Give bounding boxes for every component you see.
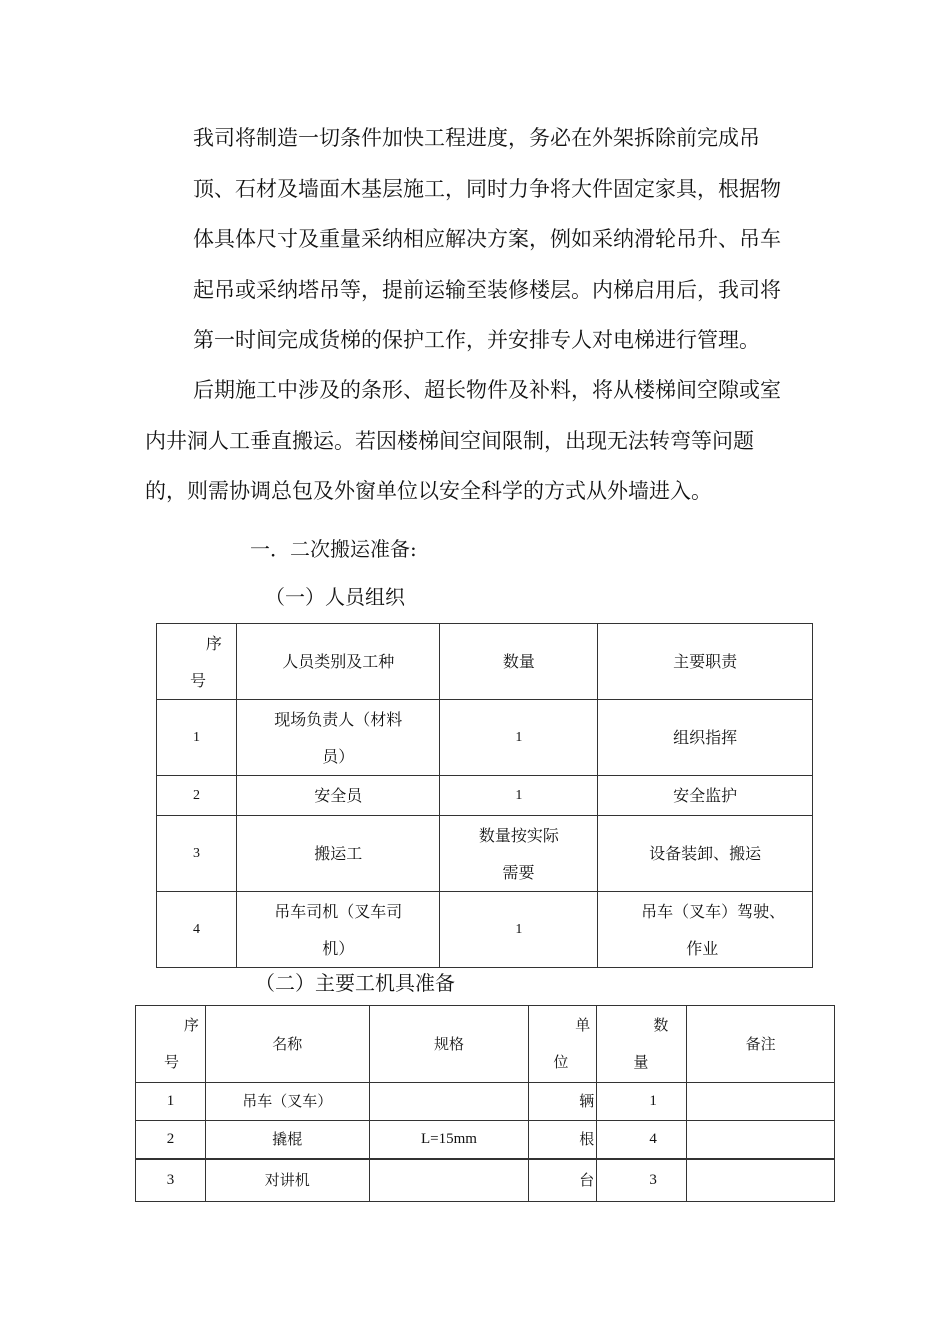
cell-note [687,1083,835,1121]
paragraph-line: 的，则需协调总包及外窗单位以安全科学的方式从外墙进入。 [145,479,712,503]
cell-name: 吊车（叉车） [205,1083,369,1121]
tools-table-title: （二）主要工机具准备 [255,971,455,995]
table-header-row [136,1006,835,1083]
cell-category [236,700,440,776]
header-unit-top: 单 [575,1016,591,1034]
paragraph-line: 我司将制造一切条件加快工程进度，务必在外架拆除前完成吊 [193,126,760,150]
cell-category [236,892,440,968]
cell-seq: 4 [157,892,237,968]
cell-seq: 3 [136,1159,206,1201]
cell-category: 安全员 [236,776,440,816]
cell-seq: 3 [157,816,237,892]
header-seq-bottom: 号 [190,670,207,690]
cell-seq: 1 [136,1083,206,1121]
header-seq [157,624,237,700]
header-qty-top: 数 [653,1016,669,1034]
header-unit [529,1006,597,1083]
cell-qty: 1 [440,892,598,968]
cell-seq: 2 [136,1121,206,1160]
cell-duty [598,892,813,968]
header-name: 名称 [205,1006,369,1083]
cell-category: 搬运工 [236,816,440,892]
cell-unit: 根 [529,1121,597,1160]
table-row [136,1159,835,1201]
cell-unit: 辆 [529,1083,597,1121]
cell-name: 撬棍 [205,1121,369,1160]
cell-seq: 1 [157,700,237,776]
header-category: 人员类别及工种 [236,624,440,700]
cell-qty [440,816,598,892]
cell-spec [369,1159,529,1201]
cell-line: 现场负责人（材料 [274,709,403,729]
cell-line: 数量按实际 [478,825,559,845]
table-row [157,700,813,776]
cell-unit: 台 [529,1159,597,1201]
header-seq-top: 序 [183,1016,199,1034]
header-seq-bottom: 号 [164,1053,180,1071]
cell-spec: L=15mm [369,1121,529,1160]
cell-qty: 4 [597,1121,687,1160]
header-qty [597,1006,687,1083]
paragraph-line: 体具体尺寸及重量采纳相应解决方案，例如采纳滑轮吊升、吊车 [193,227,781,251]
cell-line: 机） [322,938,355,958]
cell-line: 吊车（叉车）驾驶、 [641,901,786,921]
header-duty: 主要职责 [598,624,813,700]
section-heading: 一．二次搬运准备: [250,537,417,561]
table-row [157,816,813,892]
table-row [157,776,813,816]
header-unit-bottom: 位 [553,1053,569,1071]
cell-name: 对讲机 [205,1159,369,1201]
header-note: 备注 [687,1006,835,1083]
cell-qty: 1 [597,1083,687,1121]
table-row [136,1083,835,1121]
paragraph-line: 内井洞人工垂直搬运。若因楼梯间空间限制，出现无法转弯等问题 [145,428,754,453]
cell-line: 吊车司机（叉车司 [274,901,403,921]
table-header-row [157,624,813,700]
header-qty: 数量 [440,624,598,700]
cell-duty: 组织指挥 [598,700,813,776]
cell-duty: 设备装卸、搬运 [598,816,813,892]
paragraph-line: 顶、石材及墙面木基层施工，同时力争将大件固定家具，根据物 [193,176,781,201]
cell-note [687,1159,835,1201]
table-row [136,1121,835,1160]
cell-line: 需要 [502,862,535,882]
paragraph-line: 后期施工中涉及的条形、超长物件及补料，将从楼梯间空隙或室 [193,378,781,402]
cell-qty: 1 [440,776,598,816]
cell-qty: 1 [440,700,598,776]
paragraph-line: 起吊或采纳塔吊等，提前运输至装修楼层。内梯启用后，我司将 [193,277,781,302]
tools-table [135,1005,835,1202]
cell-qty: 3 [597,1159,687,1201]
table-row [157,892,813,968]
header-qty-bottom: 量 [633,1053,649,1071]
header-seq-top: 序 [205,633,222,653]
cell-seq: 2 [157,776,237,816]
personnel-table-title: （一）人员组织 [265,585,405,609]
cell-line: 员） [322,746,355,766]
personnel-table [156,623,813,968]
cell-duty: 安全监护 [598,776,813,816]
cell-spec [369,1083,529,1121]
paragraph-1 [145,113,835,366]
header-spec: 规格 [369,1006,529,1083]
cell-note [687,1121,835,1160]
cell-line: 作业 [686,938,719,958]
header-seq [136,1006,206,1083]
paragraph-line: 第一时间完成货梯的保护工作，并安排专人对电梯进行管理。 [193,328,760,352]
paragraph-2 [145,365,835,517]
